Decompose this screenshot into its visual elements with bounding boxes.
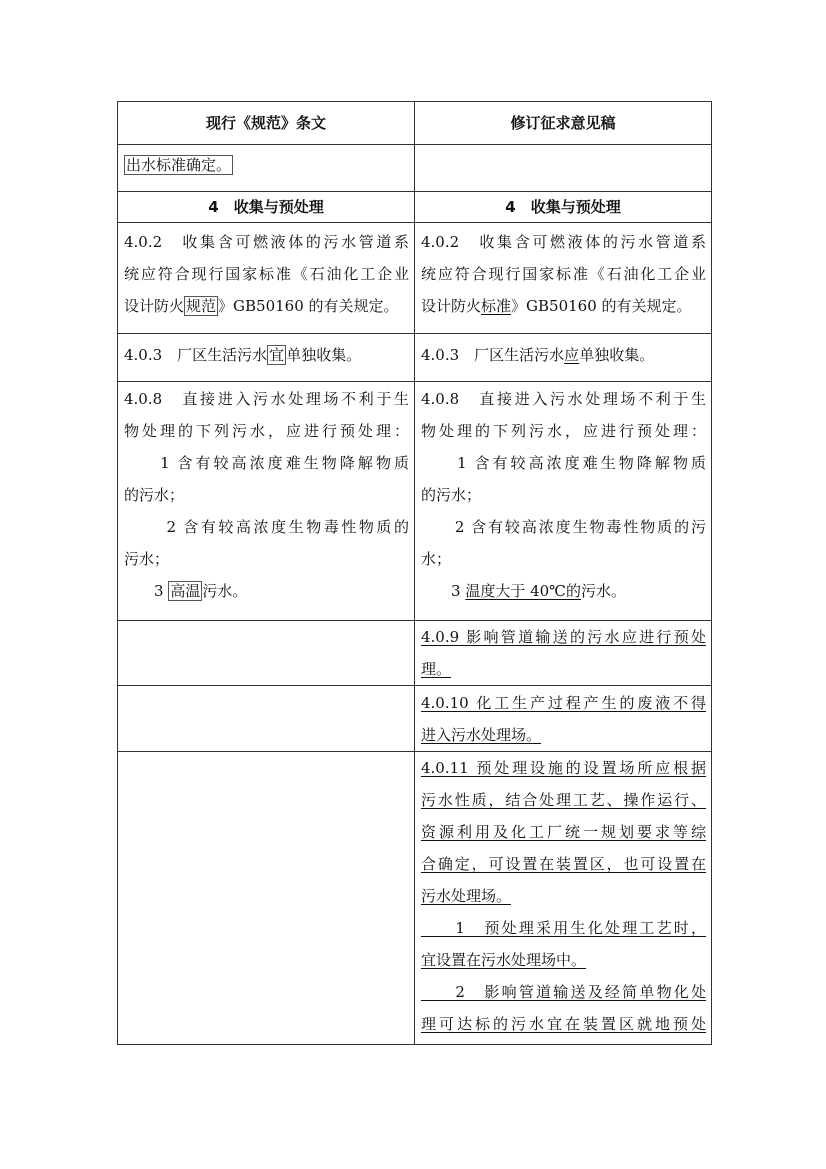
current-code-cell	[118, 334, 415, 382]
clause-row	[118, 621, 712, 686]
revision-draft-cell	[415, 621, 712, 686]
inserted-text-mark: 合确定，可设置在装置区，也可设置在	[421, 855, 706, 873]
current-code-cell	[118, 686, 415, 752]
header-current-code	[118, 102, 415, 145]
current-code-cell	[118, 223, 415, 334]
section-heading: 4 收集与预处理	[208, 198, 324, 216]
text-segment: 3	[421, 582, 466, 600]
text-segment: 4.0.3 厂区生活污水	[124, 346, 268, 364]
clause-row	[118, 686, 712, 752]
revision-draft-cell	[415, 334, 712, 382]
text-segment: 3	[124, 582, 169, 600]
inserted-text-mark: 进入污水处理场。	[421, 726, 542, 744]
text-segment: 设计防火	[124, 297, 185, 315]
revision-draft-cell	[415, 223, 712, 334]
text-line	[421, 719, 706, 751]
text-line	[421, 1008, 706, 1040]
text-line	[124, 511, 409, 543]
text-segment: 单独收集。	[579, 346, 655, 364]
current-code-cell	[118, 382, 415, 621]
revision-draft-cell	[415, 686, 712, 752]
header-revision-draft-text: 修订征求意见稿	[510, 114, 616, 132]
revision-draft-cell	[415, 752, 712, 1045]
current-code-cell	[118, 621, 415, 686]
inserted-text-mark: 4.0.11 预处理设施的设置场所应根据	[421, 759, 706, 777]
text-line	[421, 653, 706, 685]
text-line	[421, 848, 706, 880]
text-segment: 4.0.2 收集含可燃液体的污水管道系	[124, 233, 409, 251]
text-segment: 的污水；	[124, 486, 185, 504]
text-line	[421, 687, 706, 719]
text-segment: 的污水；	[421, 486, 482, 504]
text-line	[421, 383, 706, 415]
text-segment: 1 含有较高浓度难生物降解物质	[124, 454, 409, 472]
deleted-text-mark: 出水标准确定。	[126, 156, 232, 174]
text-line	[421, 816, 706, 848]
text-segment: 4.0.8 直接进入污水处理场不利于生	[421, 390, 706, 408]
text-segment: 水；	[421, 550, 452, 568]
table-header-row	[118, 102, 712, 145]
revision-draft-cell	[415, 382, 712, 621]
text-line	[124, 447, 409, 479]
text-line	[421, 226, 706, 258]
clause-row	[118, 382, 712, 621]
text-segment: 4.0.2 收集含可燃液体的污水管道系	[421, 233, 706, 251]
text-segment: 1 含有较高浓度难生物降解物质	[421, 454, 706, 472]
text-segment: 设计防火	[421, 297, 482, 315]
text-line	[124, 258, 409, 290]
text-segment: 统应符合现行国家标准《石油化工企业	[421, 265, 706, 283]
text-line	[421, 621, 706, 653]
revision-draft-cell	[415, 192, 712, 223]
header-current-code-text: 现行《规范》条文	[205, 114, 326, 132]
inserted-text-mark: 理。	[421, 660, 452, 678]
inserted-text-mark: 1 预处理采用生化处理工艺时，	[421, 919, 706, 937]
text-segment: 》GB50160 的有关规定。	[511, 297, 692, 315]
text-segment: 》GB50160 的有关规定。	[218, 297, 399, 315]
text-line	[124, 339, 409, 371]
comparison-table	[117, 101, 712, 1045]
text-segment: 2 含有较高浓度生物毒性物质的污	[421, 518, 706, 536]
inserted-text-mark: 污水性质，结合处理工艺、操作运行、	[421, 791, 706, 809]
text-line	[421, 784, 706, 816]
text-line	[421, 976, 706, 1008]
text-segment: 2 含有较高浓度生物毒性物质的	[124, 518, 409, 536]
text-line	[421, 479, 706, 511]
text-line	[124, 290, 409, 322]
inserted-text-mark: 资源利用及化工厂统一规划要求等综	[421, 823, 706, 841]
inserted-text-mark: 2 影响管道输送及经简单物化处	[421, 983, 706, 1001]
text-segment: 污水。	[580, 582, 626, 600]
inserted-text-mark: 温度大于 40℃的	[465, 582, 581, 600]
text-segment: 4.0.8 直接进入污水处理场不利于生	[124, 390, 409, 408]
text-line	[421, 511, 706, 543]
text-segment: 污水；	[124, 550, 170, 568]
revision-draft-cell	[415, 145, 712, 192]
inserted-text-mark: 宜设置在污水处理场中。	[421, 951, 587, 969]
text-line	[421, 415, 706, 447]
current-code-cell	[118, 145, 415, 192]
text-line	[421, 543, 706, 575]
text-line	[421, 575, 706, 607]
text-line	[421, 258, 706, 290]
text-segment: 4.0.3 厂区生活污水	[421, 346, 565, 364]
text-line	[124, 479, 409, 511]
header-revision-draft	[415, 102, 712, 145]
text-line	[421, 339, 706, 371]
text-line	[124, 575, 409, 607]
text-segment: 物处理的下列污水，应进行预处理：	[124, 422, 409, 440]
text-segment: 统应符合现行国家标准《石油化工企业	[124, 265, 409, 283]
current-code-cell	[118, 192, 415, 223]
text-line	[124, 383, 409, 415]
clause-row	[118, 334, 712, 382]
section-heading-row	[118, 192, 712, 223]
deleted-text-mark: 宜	[269, 346, 285, 364]
text-line	[421, 290, 706, 322]
text-line	[421, 447, 706, 479]
text-line	[421, 944, 706, 976]
current-code-cell	[118, 752, 415, 1045]
text-line	[421, 752, 706, 784]
inserted-text-mark: 4.0.10 化工生产过程产生的废液不得	[421, 694, 706, 712]
deleted-text-mark: 高温	[170, 582, 201, 600]
text-line	[124, 149, 409, 181]
inserted-text-mark: 标准	[481, 297, 512, 315]
text-line	[124, 543, 409, 575]
clause-row	[118, 223, 712, 334]
text-line	[421, 880, 706, 912]
deleted-text-mark: 规范	[186, 297, 217, 315]
inserted-text-mark: 污水处理场。	[421, 887, 512, 905]
inserted-text-mark: 理可达标的污水宜在装置区就地预处	[421, 1015, 706, 1033]
text-segment: 污水。	[202, 582, 248, 600]
text-line	[421, 912, 706, 944]
text-line	[124, 415, 409, 447]
clause-row	[118, 752, 712, 1045]
clause-row	[118, 145, 712, 192]
inserted-text-mark: 应	[564, 346, 580, 364]
text-segment: 单独收集。	[286, 346, 362, 364]
section-heading: 4 收集与预处理	[505, 198, 621, 216]
inserted-text-mark: 4.0.9 影响管道输送的污水应进行预处	[421, 628, 706, 646]
text-segment: 物处理的下列污水，应进行预处理：	[421, 422, 706, 440]
text-line	[124, 226, 409, 258]
